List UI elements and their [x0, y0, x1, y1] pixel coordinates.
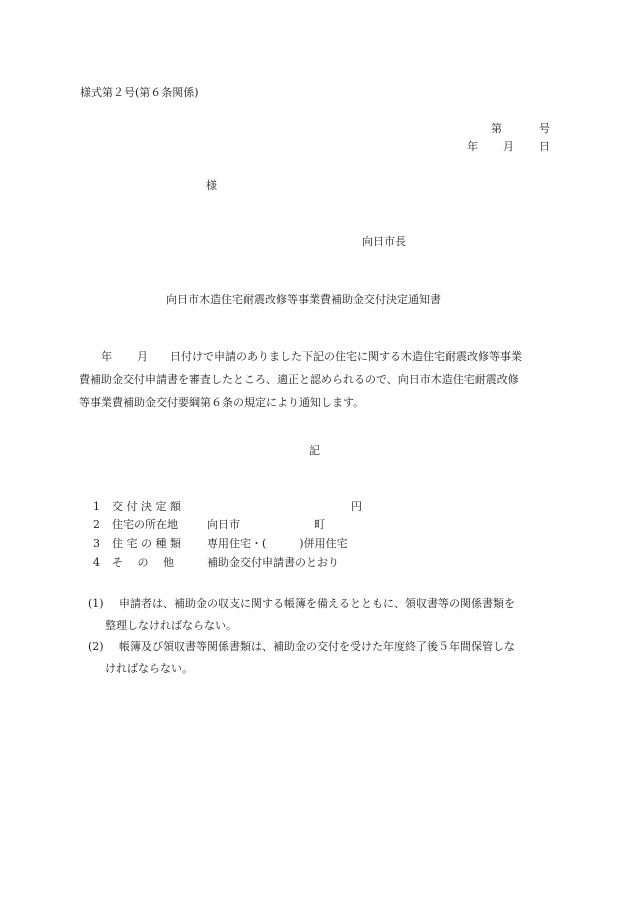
doc-number-dai: 第: [491, 122, 502, 135]
body-line-3: 等事業費補助金交付要綱第６条の規定により通知します。: [79, 396, 365, 409]
body-month: 月: [137, 350, 148, 363]
date-month: 月: [503, 140, 514, 153]
note-line-1: 申請者は、補助金の収支に関する帳簿を備えるとともに、領収書等の関係書類を: [119, 597, 515, 610]
item-suffix: 町: [314, 518, 325, 531]
item-value: 向日市: [207, 518, 240, 531]
note-line-2: ければならない。: [105, 662, 193, 675]
form-label: 様式第２号(第６条関係): [80, 86, 199, 99]
note-number: (2): [88, 640, 104, 653]
item-suffix: 円: [351, 500, 362, 513]
body-paragraph: [79, 345, 555, 414]
item-label: 交 付 決 定 額: [112, 500, 181, 513]
body-line-1-rest: 日付けで申請のありました下記の住宅に関する木造住宅耐震改修等事業: [170, 350, 522, 363]
document-title: 向日市木造住宅耐震改修等事業費補助金交付決定通知書: [166, 293, 441, 306]
item-number: 3: [93, 537, 100, 550]
body-line-1: [79, 345, 555, 368]
item-number: 2: [93, 518, 100, 531]
ki-heading: 記: [309, 444, 320, 457]
item-value: 専用住宅・( )併用住宅: [207, 537, 348, 550]
item-number: 1: [93, 500, 100, 513]
note-2: [88, 636, 554, 680]
doc-number-go: 号: [539, 122, 550, 135]
body-year: 年: [101, 350, 112, 363]
item-label: 住宅の所在地: [112, 518, 178, 531]
item-number: 4: [93, 556, 100, 569]
note-line-1: 帳簿及び領収書等関係書類は、補助金の交付を受けた年度終了後５年間保管しな: [119, 640, 515, 653]
item-label: そ の 他: [112, 556, 174, 569]
recipient-suffix: 様: [206, 179, 217, 192]
date-year: 年: [467, 140, 478, 153]
sender: 向日市長: [362, 235, 406, 248]
body-line-2: 費補助金交付申請書を審査したところ、適正と認められるので、向日市木造住宅耐震改修: [79, 373, 519, 386]
date-day: 日: [539, 140, 550, 153]
item-label: 住 宅 の 種 類: [112, 537, 181, 550]
note-1: [88, 593, 554, 637]
note-number: (1): [88, 597, 104, 610]
note-line-2: 整理しなければならない。: [105, 619, 237, 632]
item-value: 補助金交付申請書のとおり: [207, 556, 339, 569]
